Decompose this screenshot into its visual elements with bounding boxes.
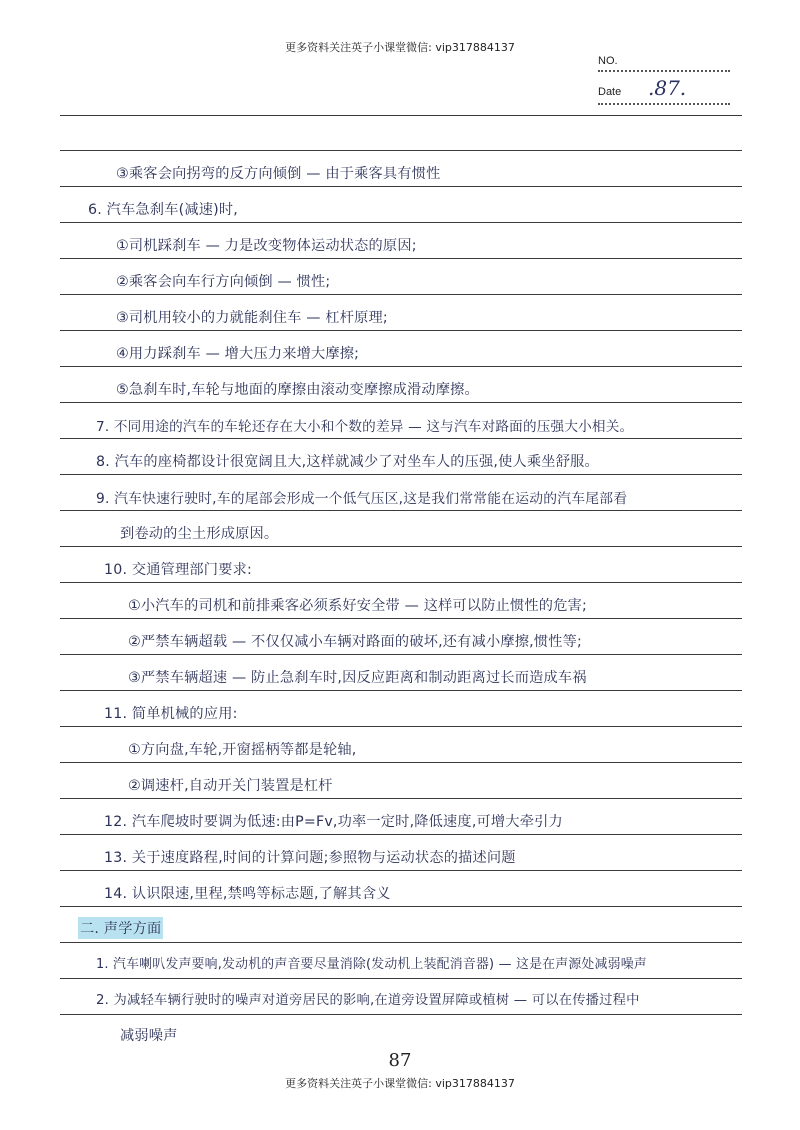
ruled-line (60, 222, 742, 223)
ruled-line (60, 906, 742, 907)
ruled-line (60, 330, 742, 331)
ruled-line (60, 510, 742, 511)
note-line: 8. 汽车的座椅都设计很宽阔且大,这样就减少了对坐车人的压强,使人乘坐舒服。 (96, 454, 599, 470)
ruled-line (60, 618, 742, 619)
ruled-line (60, 690, 742, 691)
ruled-line (60, 438, 742, 439)
note-line: ②严禁车辆超载 — 不仅仅减小车辆对路面的破坏,还有减小摩擦,惯性等; (128, 634, 582, 650)
ruled-line (60, 942, 742, 943)
ruled-line (60, 150, 742, 151)
ruled-line (60, 582, 742, 583)
ruled-line (60, 798, 742, 799)
ruled-line (60, 186, 742, 187)
date-value: .87. (648, 76, 687, 100)
ruled-line (60, 726, 742, 727)
watermark-bottom: 更多资料关注英子小课堂微信: vip317884137 (285, 1077, 515, 1090)
note-line: 13. 关于速度路程,时间的计算问题;参照物与运动状态的描述问题 (104, 850, 516, 866)
note-line: ③乘客会向拐弯的反方向倾倒 — 由于乘客具有惯性 (116, 166, 441, 182)
note-line: 10. 交通管理部门要求: (104, 562, 252, 578)
note-line: 12. 汽车爬坡时要调为低速:由P=Fv,功率一定时,降低速度,可增大牵引力 (104, 814, 563, 830)
ruled-line (60, 870, 742, 871)
note-line: ①司机踩刹车 — 力是改变物体运动状态的原因; (116, 238, 417, 254)
ruled-line (60, 294, 742, 295)
ruled-line (60, 258, 742, 259)
ruled-line (60, 402, 742, 403)
ruled-line (60, 762, 742, 763)
note-line: 1. 汽车喇叭发声要响,发动机的声音要尽量消除(发动机上装配消音器) — 这是在声源处减弱噪声 (96, 957, 647, 972)
note-line: ②乘客会向车行方向倾倒 — 惯性; (116, 274, 331, 290)
note-line: 14. 认识限速,里程,禁鸣等标志题,了解其含义 (104, 886, 391, 902)
date-underline (598, 103, 730, 105)
no-label: NO. (598, 55, 618, 67)
ruled-line (60, 366, 742, 367)
note-line: 6. 汽车急刹车(减速)时, (88, 202, 238, 218)
note-line: 2. 为减轻车辆行驶时的噪声对道旁居民的影响,在道旁设置屏障或植树 — 可以在传播过程中 (96, 993, 640, 1008)
note-line: ③严禁车辆超速 — 防止急刹车时,因反应距离和制动距离过长而造成车祸 (128, 670, 587, 686)
ruled-line (60, 115, 742, 116)
note-line: ③司机用较小的力就能刹住车 — 杠杆原理; (116, 310, 388, 326)
note-line: 7. 不同用途的汽车的车轮还存在大小和个数的差异 — 这与汽车对路面的压强大小相关。 (96, 419, 634, 435)
section-heading: 二. 声学方面 (78, 917, 163, 939)
ruled-line (60, 654, 742, 655)
note-line: ①方向盘,车轮,开窗摇柄等都是轮轴, (128, 742, 357, 758)
note-line: 到卷动的尘土形成原因。 (120, 526, 279, 542)
no-underline (598, 70, 730, 72)
note-line: 9. 汽车快速行驶时,车的尾部会形成一个低气压区,这是我们常常能在运动的汽车尾部看 (96, 491, 628, 507)
ruled-line (60, 546, 742, 547)
ruled-line (60, 978, 742, 979)
note-line: 11. 简单机械的应用: (104, 706, 238, 722)
ruled-line (60, 1014, 742, 1015)
note-line: ⑤急刹车时,车轮与地面的摩擦由滚动变摩擦成滑动摩擦。 (116, 382, 479, 398)
page-number: 87 (388, 1050, 412, 1071)
watermark-top: 更多资料关注英子小课堂微信: vip317884137 (285, 41, 515, 54)
note-line: ②调速杆,自动开关门装置是杠杆 (128, 778, 333, 794)
note-line: 减弱噪声 (120, 1028, 178, 1044)
date-label: Date (598, 86, 622, 98)
ruled-line (60, 834, 742, 835)
note-line: ①小汽车的司机和前排乘客必须系好安全带 — 这样可以防止惯性的危害; (128, 598, 587, 614)
note-line: ④用力踩刹车 — 增大压力来增大摩擦; (116, 346, 360, 362)
ruled-line (60, 474, 742, 475)
